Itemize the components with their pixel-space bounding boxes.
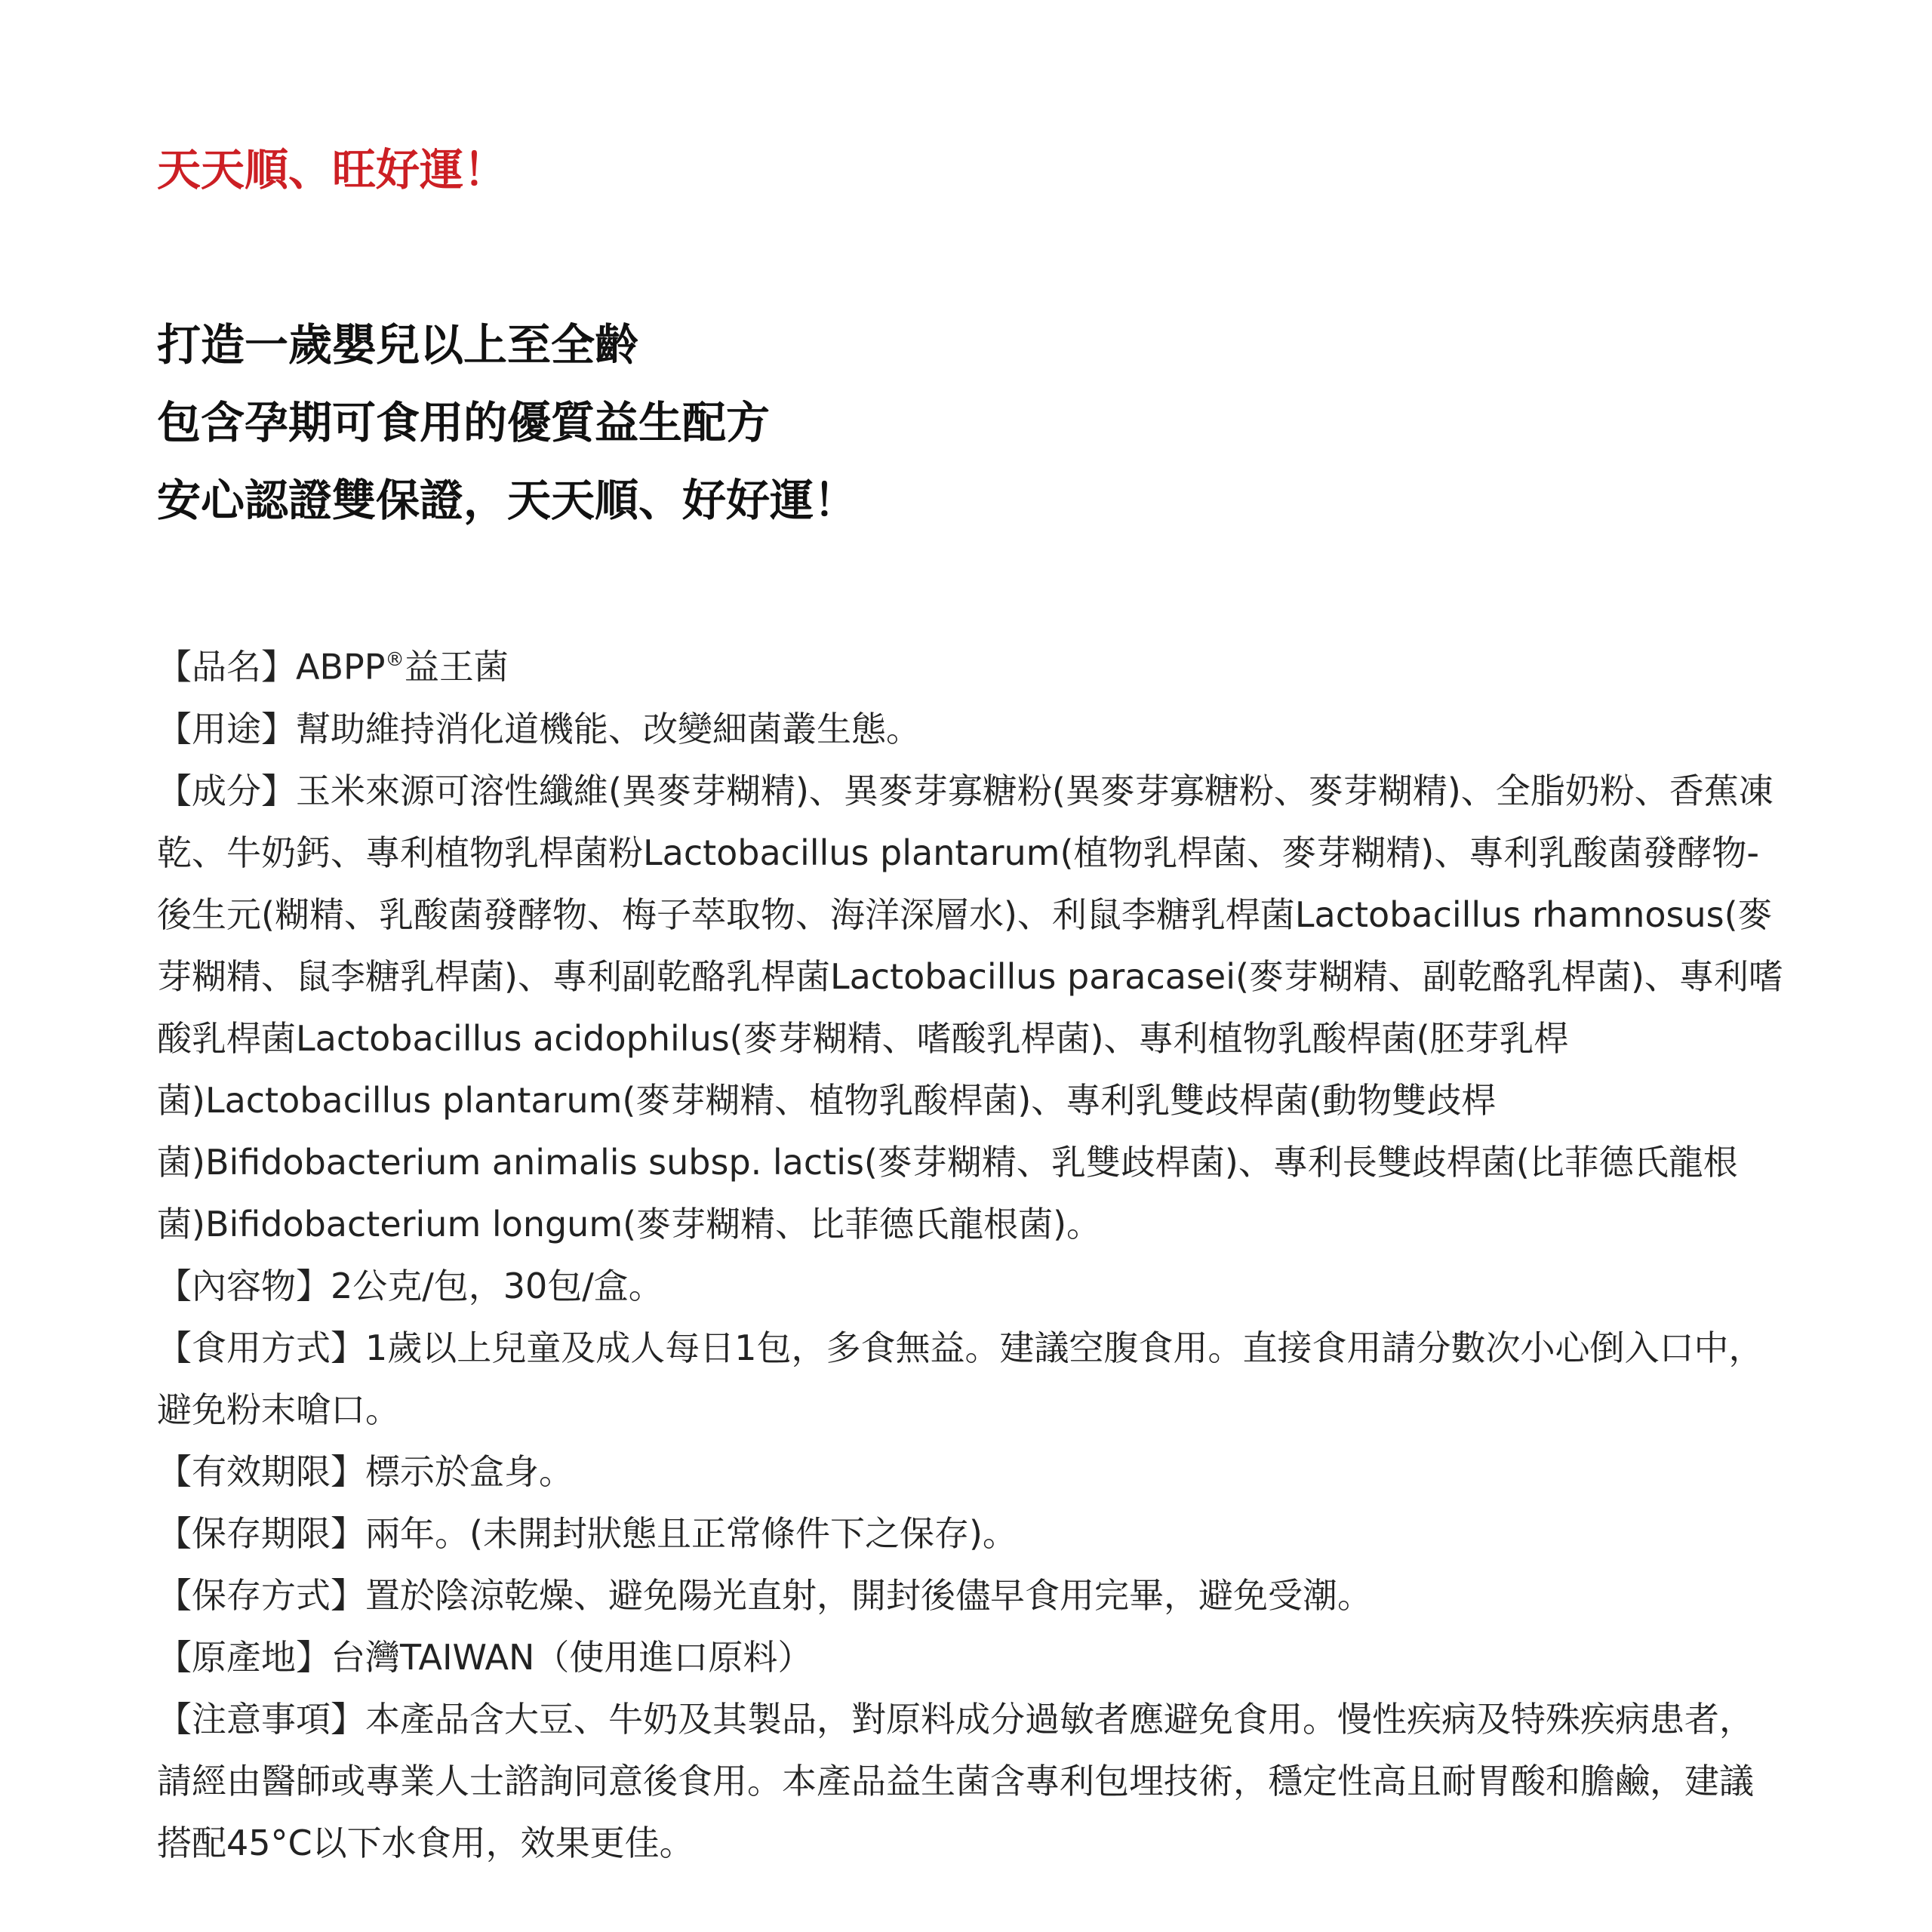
- tagline: [157, 306, 1787, 540]
- spec-label: 【保存方式】: [157, 1574, 365, 1616]
- spec-contents: [157, 1255, 1787, 1317]
- tagline-line: 打造一歲嬰兒以上至全齡: [157, 319, 639, 371]
- spec-label: 【品名】: [157, 646, 296, 688]
- spec-label: 【食用方式】: [157, 1327, 365, 1368]
- product-name-prefix: ABPP: [296, 646, 386, 688]
- spec-label: 【注意事項】: [157, 1698, 365, 1740]
- spec-expiry: [157, 1441, 1787, 1503]
- spec-text: 幫助維持消化道機能、改變細菌叢生態。: [296, 708, 921, 749]
- spec-storage: [157, 1564, 1787, 1626]
- spec-label: 【用途】: [157, 708, 296, 749]
- spec-list: [157, 629, 1787, 1874]
- spec-label: 【成分】: [157, 770, 296, 811]
- spec-text: 台灣TAIWAN（使用進口原料）: [331, 1636, 813, 1678]
- spec-label: 【原產地】: [157, 1636, 331, 1678]
- spec-shelf-life: [157, 1503, 1787, 1564]
- spec-label: 【內容物】: [157, 1265, 331, 1306]
- spec-text: 置於陰涼乾燥、避免陽光直射，開封後儘早食用完畢，避免受潮。: [365, 1574, 1372, 1616]
- spec-text: 標示於盒身。: [365, 1451, 574, 1492]
- headline: 天天順、旺好運！: [157, 144, 508, 195]
- spec-text: 玉米來源可溶性纖維(異麥芽糊精)、異麥芽寡糖粉(異麥芽寡糖粉、麥芽糊精)、全脂奶粉、香蕉凍乾、牛奶鈣、專利植物乳桿菌粉Lactobacillus plantarum(植物乳桿菌、麥芽糊精)、專利乳酸菌發酵物-後生元(糊精、乳酸菌發酵物、梅子萃取物、海洋深層水)、利鼠李糖乳桿菌Lactobacillus rhamnosus(麥芽糊精、鼠李糖乳桿菌)、專利副乾酪乳桿菌Lactobacillus paracasei(麥芽糊精、副乾酪乳桿菌)、專利嗜酸乳桿菌Lactobacillus acidophilus(麥芽糊精、嗜酸乳桿菌)、專利植物乳酸桿菌(胚芽乳桿菌)Lactobacillus plantarum(麥芽糊精、植物乳酸桿菌)、專利乳雙歧桿菌(動物雙歧桿菌)Bifidobacterium animalis subsp. lactis(麥芽糊精、乳雙歧桿菌)、專利長雙歧桿菌(比菲德氏龍根菌)Bifidobacterium longum(麥芽糊精、比菲德氏龍根菌)。: [157, 770, 1783, 1244]
- spec-usage: [157, 698, 1787, 760]
- spec-directions: [157, 1317, 1787, 1441]
- spec-label: 【保存期限】: [157, 1512, 365, 1554]
- spec-text: 本產品含大豆、牛奶及其製品，對原料成分過敏者應避免食用。慢性疾病及特殊疾病患者，請經由醫師或專業人士諮詢同意後食用。本產品益生菌含專利包埋技術，穩定性高且耐胃酸和膽鹼，建議搭配45°C以下水食用，效果更佳。: [157, 1698, 1754, 1863]
- spec-product-name: [157, 629, 1787, 698]
- tagline-line: 安心認證雙保證，天天順、好好運！: [157, 475, 858, 526]
- spec-text: 兩年。(未開封狀態且正常條件下之保存)。: [365, 1512, 1017, 1554]
- spec-label: 【有效期限】: [157, 1451, 365, 1492]
- tagline-line: 包含孕期可食用的優質益生配方: [157, 397, 771, 448]
- spec-ingredients: [157, 760, 1787, 1255]
- product-name-suffix: 益王菌: [404, 646, 509, 688]
- spec-text: 1歲以上兒童及成人每日1包，多食無益。建議空腹食用。直接食用請分數次小心倒入口中，避免粉末嗆口。: [157, 1327, 1764, 1430]
- spec-text: 2公克/包，30包/盒。: [331, 1265, 663, 1306]
- spec-origin: [157, 1626, 1787, 1688]
- spec-precautions: [157, 1688, 1787, 1874]
- product-info-page: [157, 136, 1787, 1874]
- registered-mark: ®: [385, 648, 405, 670]
